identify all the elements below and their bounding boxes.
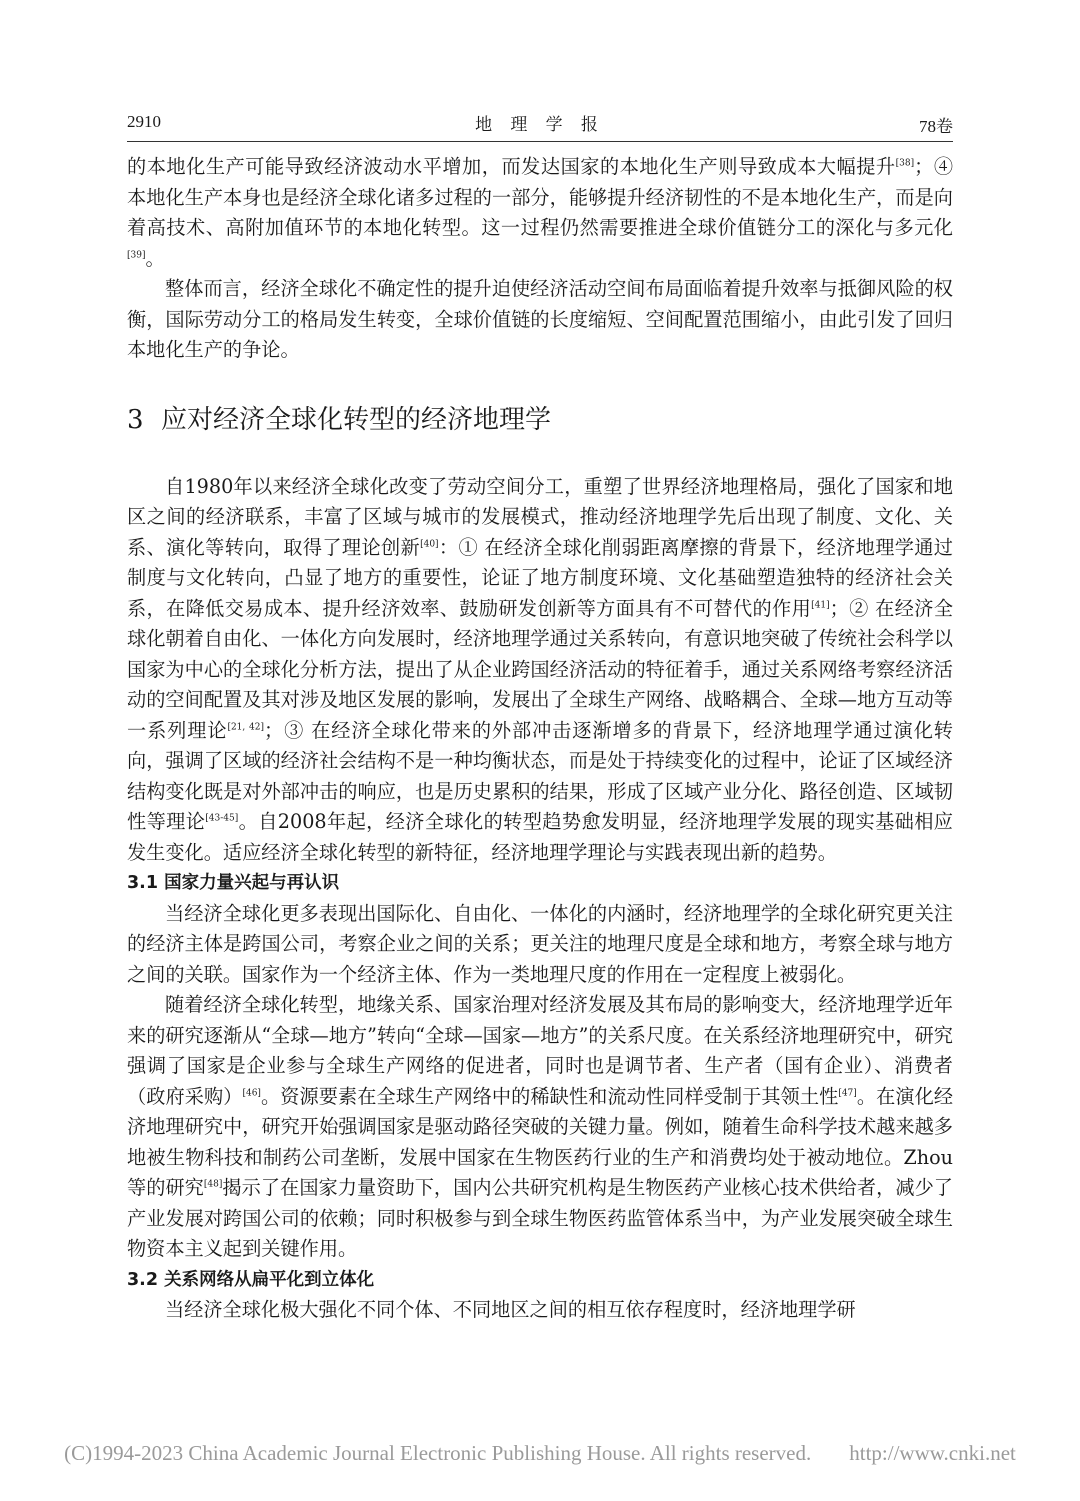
copyright-footer — [0, 1441, 1080, 1466]
paragraph-3: 自1980年以来经济全球化改变了劳动空间分工，重塑了世界经济地理格局，强化了国家和地区之间的经济联系，丰富了区域与城市的发展模式，推动经济地理学先后出现了制度、文化、关系、演化等转向，取得了理论创新[40]：① 在经济全球化削弱距离摩擦的背景下，经济地理学通过制度与文化转向，凸显了地方的重要性，论证了地方制度环境、文化基础塑造独特的经济社会关系，在降低交易成本、提升经济效率、鼓励研发创新等方面具有不可替代的作用[41]；② 在经济全球化朝着自由化、一体化方向发展时，经济地理学通过关系转向，有意识地突破了传统社会科学以国家为中心的全球化分析方法，提出了从企业跨国经济活动的特征着手，通过关系网络考察经济活动的空间配置及其对涉及地区发展的影响，发展出了全球生产网络、战略耦合、全球—地方互动等一系列理论[21, 42]；③ 在经济全球化带来的外部冲击逐渐增多的背景下，经济地理学通过演化转向，强调了区域的经济社会结构不是一种均衡状态，而是处于持续变化的过程中，论证了区域经济结构变化既是对外部冲击的响应，也是历史累积的结果，形成了区域产业分化、路径创造、区域韧性等理论[43-45]。自2008年起，经济全球化的转型趋势愈发明显，经济地理学发展的现实基础相应发生变化。适应经济全球化转型的新特征，经济地理学理论与实践表现出新的趋势。 — [127, 474, 954, 864]
paragraph-5: 随着经济全球化转型，地缘关系、国家治理对经济发展及其布局的影响变大，经济地理学近年来的研究逐渐从“全球—地方”转向“全球—国家—地方”的关系尺度。在关系经济地理研究中，研究强调了国家是企业参与全球生产网络的促进者，同时也是调节者、生产者（国有企业）、消费者（政府采购）[46]。资源要素在全球生产网络中的稀缺性和流动性同样受制于其领土性[47]。在演化经济地理研究中，研究开始强调国家是驱动路径突破的关键力量。例如，随着生命科学技术越来越多地被生物科技和制药公司垄断，发展中国家在生物医药行业的生产和消费均处于被动地位。Zhou等的研究[48]揭示了在国家力量资助下，国内公共研究机构是生物医药产业核心技术供给者，减少了产业发展对跨国公司的依赖；同时积极参与到全球生物医药监管体系当中，为产业发展突破全球生物资本主义起到关键作用。 — [127, 993, 954, 1260]
section-3-heading: 3 应对经济全球化转型的经济地理学 — [127, 404, 552, 435]
section-3-1-heading: 3.1 国家力量兴起与再认识 — [127, 873, 340, 893]
volume-label: 78卷 — [919, 117, 953, 136]
citation[interactable]: [43-45] — [205, 813, 239, 824]
paragraph-1: 的本地化生产可能导致经济波动水平增加，而发达国家的本地化生产则导致成本大幅提升[38]；④ 本地化生产本身也是经济全球化诸多过程的一部分，能够提升经济韧性的不是本地化生产，而是向着高技术、高附加值环节的本地化转型。这一过程仍然需要推进全球价值链分工的深化与多元化[39]。 — [127, 155, 954, 270]
paragraph-6: 当经济全球化极大强化不同个体、不同地区之间的相互依存程度时，经济地理学研 — [165, 1298, 856, 1321]
citation[interactable]: [41] — [811, 600, 830, 611]
citation[interactable]: [38] — [895, 158, 915, 169]
page-number: 2910 — [127, 112, 161, 131]
copyright-text: (C)1994-2023 China Academic Journal Electronic Publishing House. All rights reserved. — [64, 1441, 812, 1465]
citation[interactable]: [47] — [838, 1088, 857, 1099]
running-header — [127, 110, 953, 140]
citation[interactable]: [46] — [242, 1088, 261, 1099]
article-body — [127, 152, 953, 1326]
paragraph-4: 当经济全球化更多表现出国际化、自由化、一体化的内涵时，经济地理学的全球化研究更关注的经济主体是跨国公司，考察企业之间的关系；更关注的地理尺度是全球和地方，考察全球与地方之间的关联。国家作为一个经济主体、作为一类地理尺度的作用在一定程度上被弱化。 — [127, 901, 953, 986]
citation[interactable]: [39] — [127, 250, 146, 261]
journal-title: 地 理 学 报 — [475, 115, 605, 134]
cnki-link[interactable]: http://www.cnki.net — [849, 1441, 1016, 1465]
citation[interactable]: [40] — [420, 539, 439, 550]
paragraph-2: 整体而言，经济全球化不确定性的提升迫使经济活动空间布局面临着提升效率与抵御风险的权衡，国际劳动分工的格局发生转变，全球价值链的长度缩短、空间配置范围缩小，由此引发了回归本地化生产的争论。 — [127, 277, 953, 361]
header-rule — [127, 141, 953, 142]
citation[interactable]: [48] — [203, 1179, 223, 1190]
section-3-2-heading: 3.2 关系网络从扁平化到立体化 — [127, 1269, 375, 1290]
citation[interactable]: [21, 42] — [227, 722, 264, 733]
